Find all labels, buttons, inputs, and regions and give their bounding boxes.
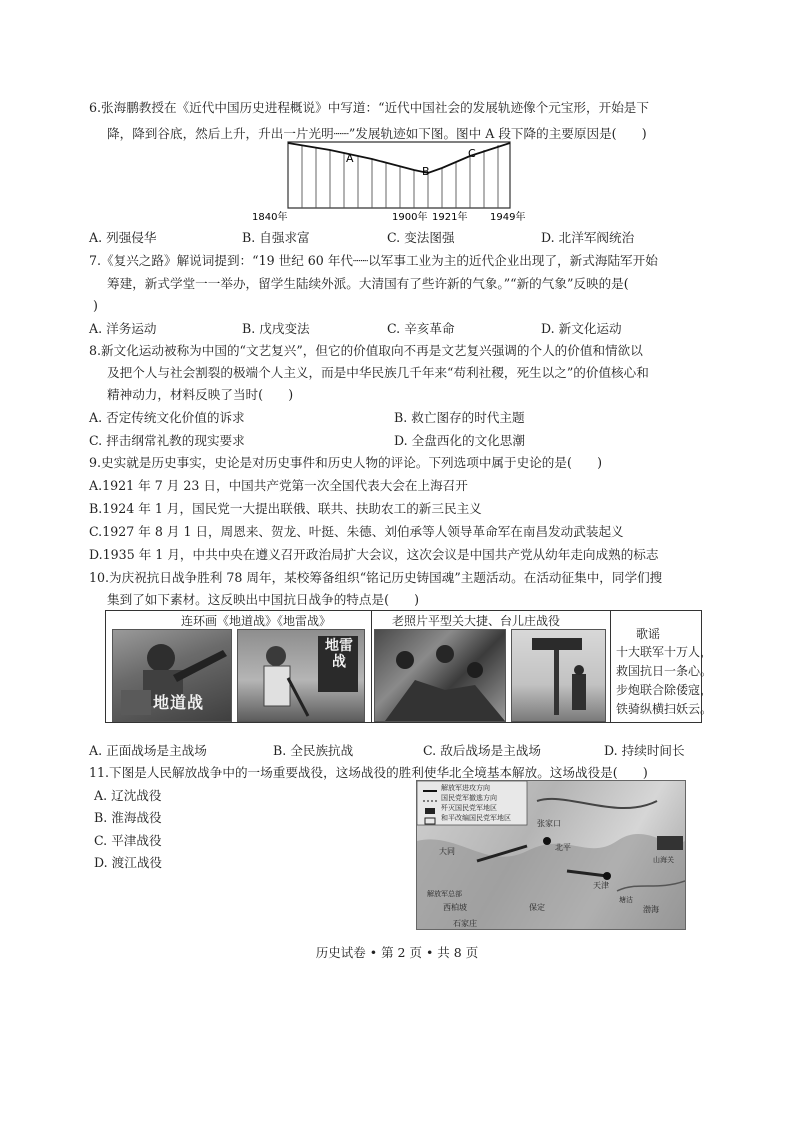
q8-option-a[interactable]: A. 否定传统文化价值的诉求 [89, 410, 245, 425]
q6-option-b[interactable]: B. 自强求富 [242, 230, 310, 245]
q11-option-b[interactable]: B. 淮海战役 [94, 810, 162, 825]
q9-option-c[interactable]: C.1927 年 8 月 1 日，周恩来、贺龙、叶挺、朱德、刘伯承等人领导革命军在南昌发动武装起义 [89, 524, 624, 539]
q6-trajectory-line [288, 143, 510, 173]
q6-option-c[interactable]: C. 变法图强 [387, 230, 455, 245]
mine-warfare-poster [237, 629, 365, 722]
ballad-title: 歌谣 [636, 627, 661, 641]
q8-stem-line2: 及把个人与社会割裂的极端个人主义，而是中华民族几千年来“苟利社稷，死生以之”的价值核心和 [107, 365, 649, 380]
q6-year-1949: 1949年 [490, 212, 526, 223]
tunnel-warfare-poster-title: 地道战 [153, 693, 205, 712]
q8-option-c[interactable]: C. 抨击纲常礼教的现实要求 [89, 433, 245, 448]
taierzhuang-signpost-illustration [512, 630, 605, 721]
taierzhuang-photo [511, 629, 606, 722]
map-place-baoding: 保定 [529, 903, 545, 912]
tunnel-warfare-poster [112, 629, 232, 722]
q6-year-1921: 1921年 [432, 212, 468, 223]
q10-stem-line1: 10.为庆祝抗日战争胜利 78 周年，某校筹备组织“铭记历史铸国魂”主题活动。在活动征集中，同学们搜 [89, 570, 663, 585]
q7-option-a[interactable]: A. 洋务运动 [89, 321, 157, 336]
q10-option-d[interactable]: D. 持续时间长 [604, 743, 685, 758]
map-legend-attack: 解放军进攻方向 [441, 784, 490, 792]
map-place-datong: 大同 [439, 847, 455, 856]
q8-stem-line3: 精神动力，材料反映了当时( ) [107, 387, 294, 402]
q11-option-c[interactable]: C. 平津战役 [94, 833, 162, 848]
q8-stem-line1: 8.新文化运动被称为中国的“文艺复兴”，但它的价值取向不再是文艺复兴强调的个人的价值和情欲以 [89, 343, 643, 358]
map-legend-retreat: 国民党军撤逃方向 [441, 794, 497, 802]
q7-option-d[interactable]: D. 新文化运动 [541, 321, 622, 336]
ballad-line-1: 十大联军十万人， [616, 645, 713, 659]
q7-stem-line3: ) [93, 298, 98, 313]
q11-campaign-map [416, 780, 686, 930]
q10-stem-line2: 集到了如下素材。这反映出中国抗日战争的特点是( ) [107, 592, 420, 607]
q11-stem: 11.下图是人民解放战争中的一场重要战役，这场战役的胜利使华北全境基本解放。这场战役是( ) [89, 765, 648, 780]
q6-label-c: C [468, 147, 476, 160]
q10-option-a[interactable]: A. 正面战场是主战场 [89, 743, 207, 758]
map-place-tianjin: 天津 [593, 881, 609, 890]
q6-label-a: A [346, 152, 354, 165]
q8-option-d[interactable]: D. 全盘西化的文化思潮 [394, 433, 525, 448]
page-footer: 历史试卷 • 第 2 页 • 共 8 页 [315, 945, 479, 960]
map-place-tanggu: 塘沽 [619, 896, 633, 904]
map-legend-peaceful: 和平改编国民党军地区 [441, 814, 511, 822]
q7-option-b[interactable]: B. 戊戌变法 [242, 321, 310, 336]
ballad-line-2: 救国抗日一条心。 [616, 664, 713, 678]
q10-option-c[interactable]: C. 敌后战场是主战场 [423, 743, 541, 758]
map-legend-annihilate: 歼灭国民党军地区 [441, 804, 497, 812]
q6-option-d[interactable]: D. 北洋军阀统治 [541, 230, 635, 245]
q6-year-1900: 1900年 [392, 212, 428, 223]
q10-table-divider-1 [371, 611, 372, 722]
q11-option-d[interactable]: D. 渡江战役 [94, 855, 163, 870]
map-place-beiping: 北平 [555, 843, 571, 852]
pingxingguan-photo [374, 629, 506, 722]
q6-option-a[interactable]: A. 列强侵华 [89, 230, 157, 245]
q9-option-b[interactable]: B.1924 年 1 月，国民党一大提出联俄、联共、扶助农工的新三民主义 [89, 501, 482, 516]
mine-warfare-poster-title: 地雷战 [325, 638, 353, 670]
q6-label-b: B [422, 165, 430, 178]
q6-stem-line2: 降，降到谷底，然后上升，升出一片光明┈┈”发展轨迹如下图。图中 A 段下降的主要原因是( ) [107, 126, 647, 141]
q9-option-d[interactable]: D.1935 年 1 月，中共中央在遵义召开政治局扩大会议，这次会议是中国共产党从幼年走向成熟的标志 [89, 547, 659, 562]
q7-option-c[interactable]: C. 辛亥革命 [387, 321, 455, 336]
q10-col2-title: 老照片平型关大捷、台儿庄战役 [392, 614, 561, 628]
q7-stem-line1: 7.《复兴之路》解说词提到：“19 世纪 60 年代┈┈以军事工业为主的近代企业出现了，新式海陆军开始 [89, 253, 658, 268]
pingxingguan-soldiers-illustration [375, 630, 505, 721]
q9-option-a[interactable]: A.1921 年 7 月 23 日，中国共产党第一次全国代表大会在上海召开 [89, 478, 468, 493]
q9-stem: 9.史实就是历史事实，史论是对历史事件和历史人物的评论。下列选项中属于史论的是( ) [89, 455, 602, 470]
q7-stem-line2: 筹建，新式学堂一一举办，留学生陆续外派。大清国有了些许新的气象。”“新的气象”反映的是( [107, 276, 629, 291]
q6-trajectory-figure [250, 140, 540, 228]
map-place-shijiazhuang: 石家庄 [453, 919, 477, 928]
ballad-line-4: 铁骑纵横扫妖云。 [616, 702, 713, 716]
q10-material-table [105, 610, 713, 723]
map-place-zhangjiakou: 张家口 [537, 819, 561, 828]
q6-year-1840: 1840年 [252, 212, 288, 223]
q10-col1-title: 连环画《地道战》《地雷战》 [181, 614, 332, 628]
q6-stem-line1: 6.张海鹏教授在《近代中国历史进程概说》中写道：“近代中国社会的发展轨迹像个元宝形，开始是下 [89, 100, 649, 115]
map-place-shanhaiguan: 山海关 [653, 856, 674, 864]
q10-table-divider-2 [610, 611, 611, 722]
q8-option-b[interactable]: B. 救亡图存的时代主题 [394, 410, 525, 425]
q10-option-b[interactable]: B. 全民族抗战 [273, 743, 354, 758]
map-place-bohai: 渤海 [643, 905, 659, 914]
map-place-xibaipo: 西柏坡 [443, 903, 467, 912]
ballad-line-3: 步炮联合除倭寇， [616, 683, 713, 697]
q11-option-a[interactable]: A. 辽沈战役 [94, 788, 162, 803]
map-place-pla-hq: 解放军总部 [427, 890, 462, 898]
